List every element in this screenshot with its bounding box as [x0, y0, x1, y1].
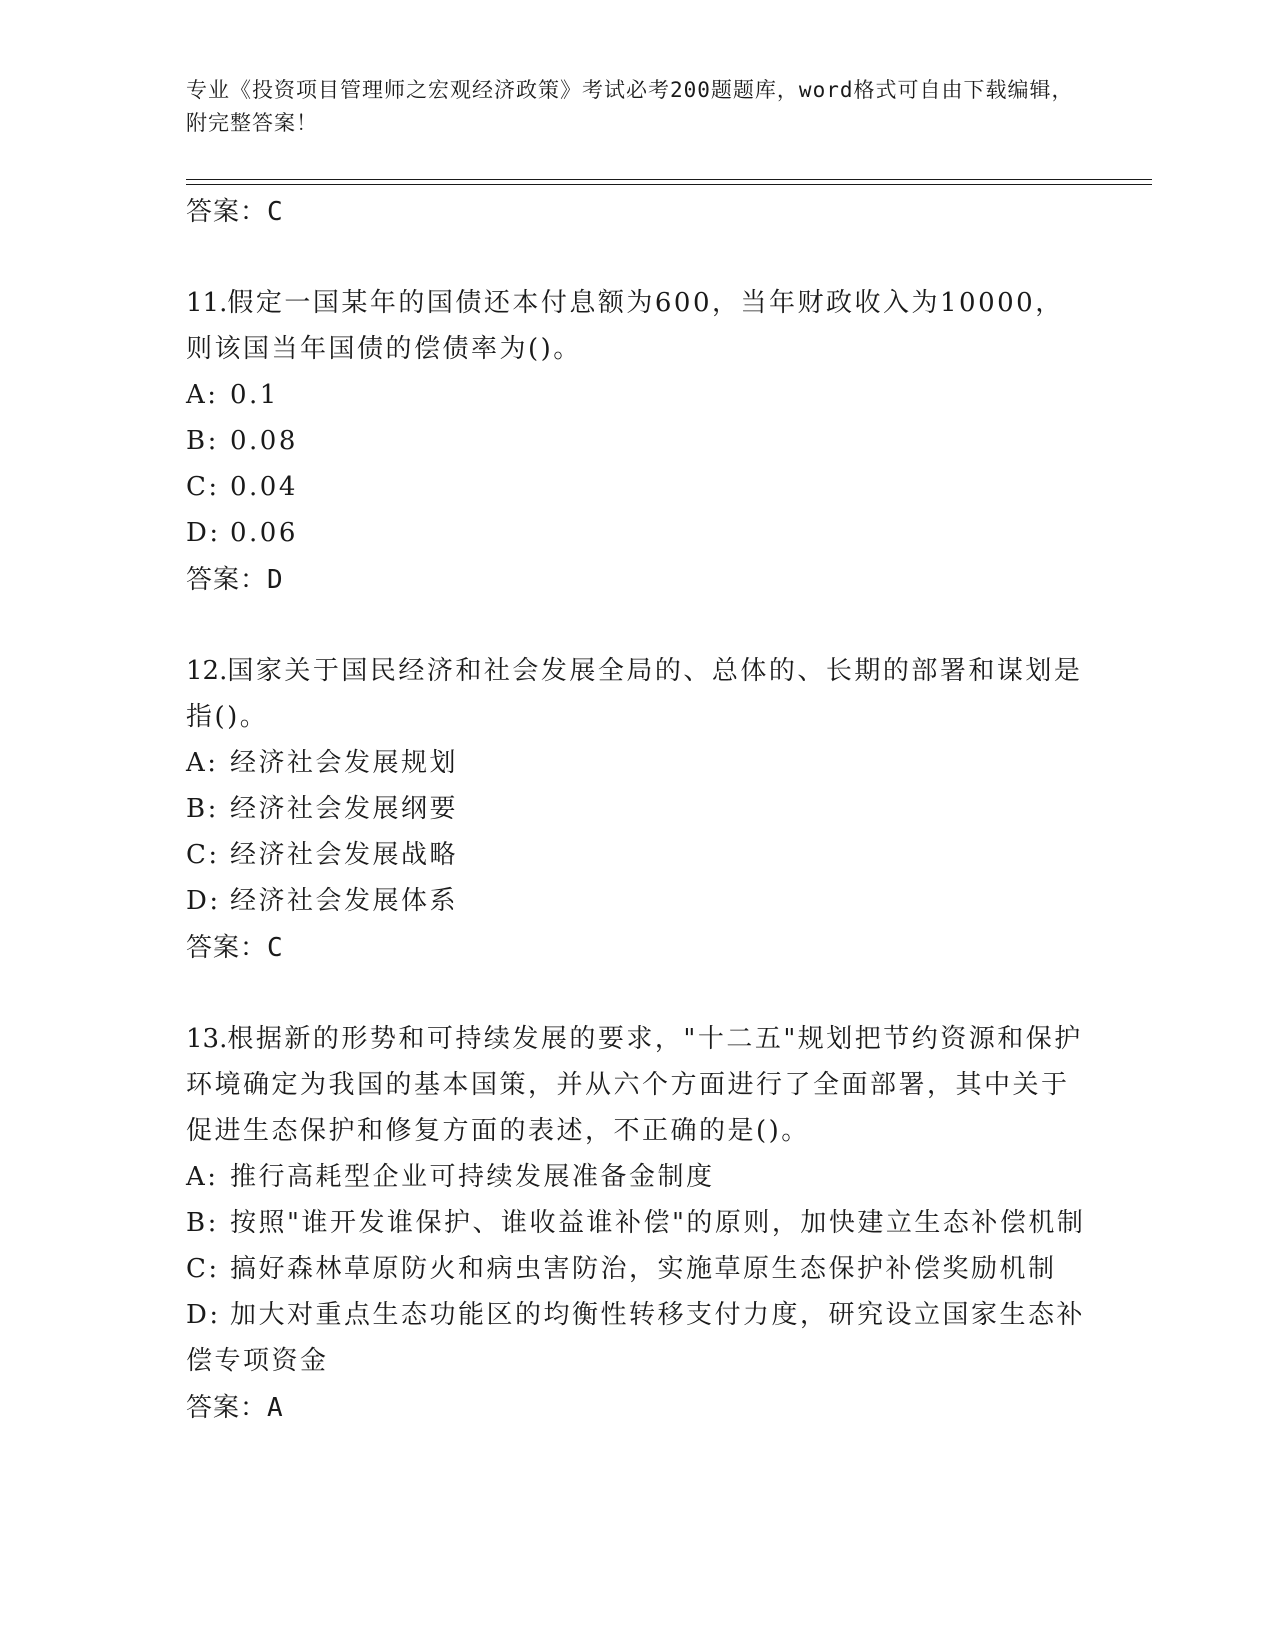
- option-b: [186, 418, 1086, 464]
- option-label: A:: [186, 380, 219, 410]
- option-text: 按照"谁开发谁保护、谁收益谁补偿"的原则，加快建立生态补偿机制: [230, 1208, 1086, 1238]
- option-a: [186, 372, 1086, 418]
- question-number: 11.: [186, 288, 228, 318]
- option-text: 搞好森林草原防火和病虫害防治，实施草原生态保护补偿奖励机制: [230, 1254, 1057, 1284]
- option-text: 推行高耗型企业可持续发展准备金制度: [230, 1162, 715, 1192]
- option-label: B:: [186, 426, 219, 456]
- question-list: [186, 188, 1086, 1432]
- question-text: [186, 1016, 1086, 1154]
- option-label: A:: [186, 748, 219, 778]
- option-label: D:: [186, 886, 221, 916]
- option-text: 经济社会发展规划: [230, 748, 459, 778]
- option-b: [186, 786, 1086, 832]
- option-text: 0.06: [230, 518, 298, 548]
- document-header: 专业《投资项目管理师之宏观经济政策》考试必考200题题库，word格式可自由下载编辑，附完整答案！: [186, 78, 1074, 135]
- option-text: 经济社会发展战略: [230, 840, 459, 870]
- answer: 答案：D: [186, 565, 284, 595]
- option-text: 经济社会发展纲要: [230, 794, 459, 824]
- question-body: 假定一国某年的国债还本付息额为600，当年财政收入为10000，则该国当年国债的偿债率为()。: [186, 288, 1064, 364]
- option-c: [186, 832, 1086, 878]
- option-c: [186, 1246, 1086, 1292]
- option-label: C:: [186, 472, 220, 502]
- option-b: [186, 1200, 1086, 1246]
- question-text: [186, 648, 1086, 740]
- option-text: 0.1: [230, 380, 279, 410]
- option-a: [186, 740, 1086, 786]
- option-label: B:: [186, 1208, 219, 1238]
- option-label: A:: [186, 1162, 219, 1192]
- question-body: 国家关于国民经济和社会发展全局的、总体的、长期的部署和谋划是指()。: [186, 656, 1083, 732]
- question-text: [186, 280, 1086, 372]
- option-label: C:: [186, 1254, 220, 1284]
- option-text: 经济社会发展体系: [230, 886, 459, 916]
- option-text: 0.08: [230, 426, 298, 456]
- option-label: B:: [186, 794, 219, 824]
- option-d: [186, 1292, 1086, 1384]
- question-11: [186, 280, 1086, 604]
- question-12: [186, 648, 1086, 972]
- header-divider-top: [186, 179, 1152, 180]
- option-label: D:: [186, 1300, 221, 1330]
- option-text: 0.04: [230, 472, 298, 502]
- answer: 答案：C: [186, 933, 284, 963]
- question-13: [186, 1016, 1086, 1432]
- option-label: D:: [186, 518, 221, 548]
- option-a: [186, 1154, 1086, 1200]
- header-divider-bottom: [186, 184, 1152, 185]
- option-label: C:: [186, 840, 220, 870]
- option-d: [186, 878, 1086, 924]
- option-d: [186, 510, 1086, 556]
- option-text: 加大对重点生态功能区的均衡性转移支付力度，研究设立国家生态补偿专项资金: [186, 1300, 1086, 1376]
- question-number: 12.: [186, 656, 228, 686]
- answer: 答案：A: [186, 1393, 284, 1423]
- previous-answer: 答案：C: [186, 197, 284, 227]
- question-number: 13.: [186, 1024, 228, 1054]
- option-c: [186, 464, 1086, 510]
- question-body: 根据新的形势和可持续发展的要求，"十二五"规划把节约资源和保护环境确定为我国的基本国策，并从六个方面进行了全面部署，其中关于促进生态保护和修复方面的表述，不正确的是()。: [186, 1024, 1083, 1146]
